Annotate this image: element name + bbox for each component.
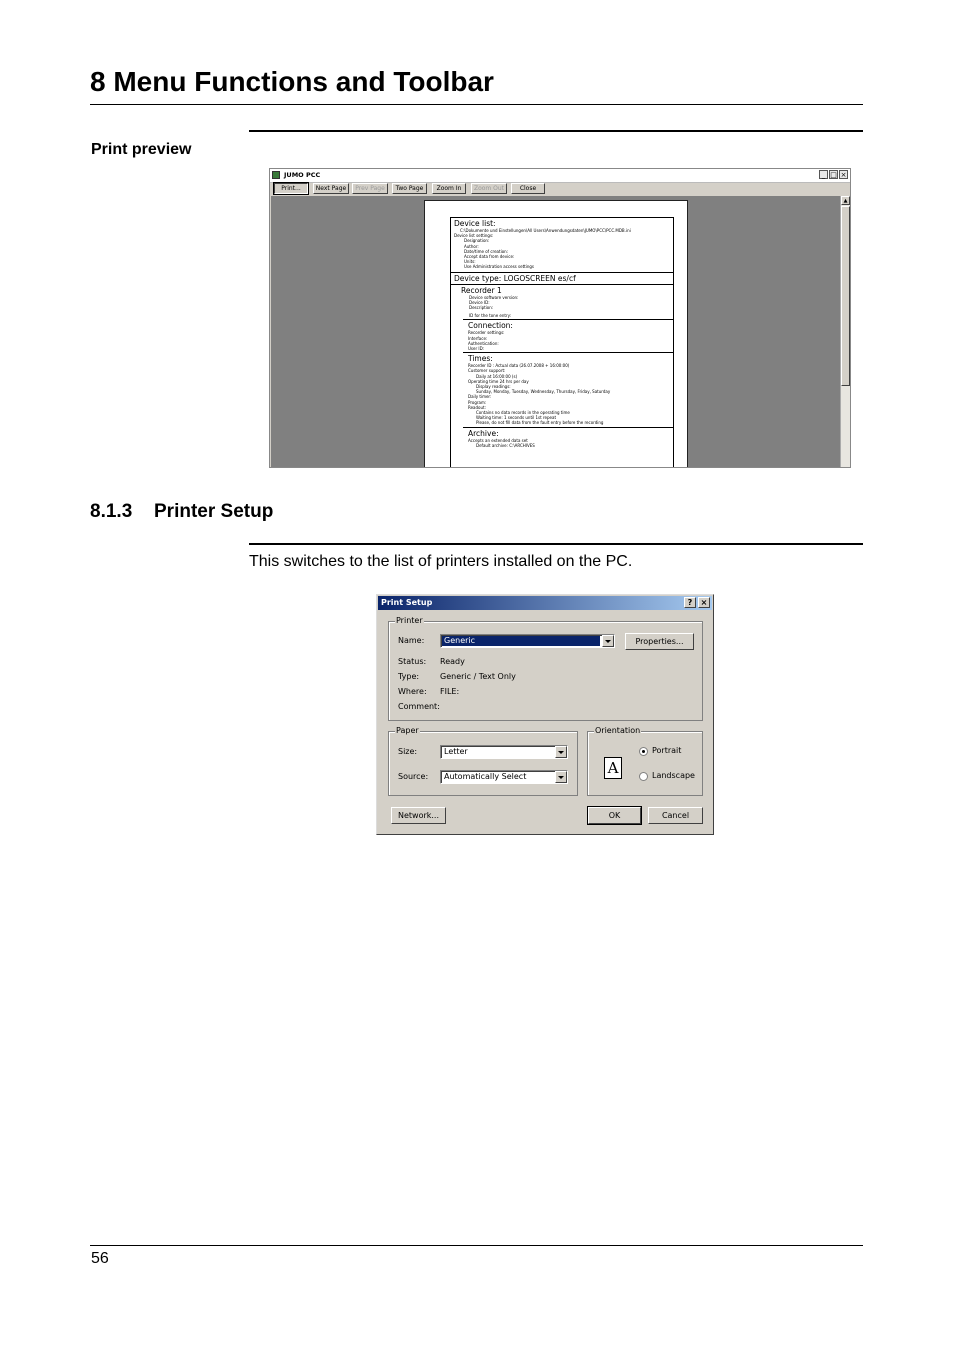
doc-line: Contains no data records in the operating time <box>476 410 570 416</box>
orientation-group <box>587 726 703 796</box>
doc-line: Operating time 24 hrs per day <box>468 378 529 384</box>
ok-button[interactable]: OK <box>588 807 641 824</box>
print-setup-dialog <box>376 594 714 835</box>
where-value: FILE: <box>440 687 460 696</box>
close-button[interactable]: Close <box>511 183 545 194</box>
paper-source-select[interactable] <box>440 770 568 784</box>
chapter-rule <box>90 104 863 105</box>
chevron-down-icon[interactable] <box>555 771 567 783</box>
print-preview-window <box>269 168 851 468</box>
doc-line: Device ID: <box>469 299 490 305</box>
doc-line: Date/time of creation: <box>464 248 509 254</box>
doc-line: Program: <box>468 399 487 405</box>
chevron-down-icon[interactable] <box>555 746 567 758</box>
paper-group-label: Paper <box>396 726 419 735</box>
doc-line: Interface: <box>468 335 488 341</box>
status-label: Status: <box>398 657 427 666</box>
print-preview-heading: Print preview <box>91 141 192 158</box>
doc-line: Units: <box>464 259 476 265</box>
section-rule-print-preview <box>249 130 863 132</box>
type-label: Type: <box>398 672 420 681</box>
doc-line: Default archive: C:\ARCHIVES <box>476 442 535 448</box>
device-type-title: Device type: LOGOSCREEN es/cf <box>454 273 576 283</box>
doc-line: Recorder ID : Actual data (26.07.2008 + 16:00:00) <box>468 363 570 369</box>
doc-line: Sunday, Monday, Tuesday, Wednesday, Thursday, Friday, Saturday <box>476 389 611 395</box>
section-body-text: This switches to the list of printers installed on the PC. <box>249 553 633 570</box>
printer-group-label: Printer <box>396 616 423 625</box>
next-page-button[interactable]: Next Page <box>313 183 349 194</box>
dialog-titlebar <box>378 596 712 610</box>
doc-line: Author: <box>464 243 479 249</box>
doc-line: C:\Dokumente und Einstellungen\All Users\Anwendungsdaten\JUMO\PCC\PCC.MDB.ini <box>460 228 631 233</box>
page-number: 56 <box>91 1250 109 1267</box>
connection-block <box>451 320 673 351</box>
doc-line: Device software version: <box>469 294 519 300</box>
comment-label: Comment: <box>398 702 440 711</box>
close-icon[interactable]: × <box>840 171 847 179</box>
paper-group <box>388 726 578 796</box>
doc-line: User ID: <box>468 346 484 352</box>
doc-line: Customer support: <box>468 368 506 374</box>
maximize-icon[interactable]: □ <box>830 171 837 179</box>
recorder-block <box>451 285 673 319</box>
doc-line: Readout: <box>468 404 486 410</box>
preview-vertical-scrollbar[interactable] <box>840 196 850 468</box>
doc-line: Waiting time: 1 seconds until 1st repeat <box>476 415 557 421</box>
minimize-icon[interactable]: _ <box>819 170 828 179</box>
preview-window-title: JUMO PCC <box>284 171 321 179</box>
name-label: Name: <box>398 636 425 645</box>
chapter-title: 8 Menu Functions and Toolbar <box>90 66 494 97</box>
properties-button[interactable]: Properties... <box>625 633 694 650</box>
section-heading <box>90 501 273 523</box>
status-value: Ready <box>440 657 465 666</box>
scroll-up-icon[interactable]: ▲ <box>841 196 850 205</box>
type-value: Generic / Text Only <box>440 672 516 681</box>
source-label: Source: <box>398 772 429 781</box>
orientation-group-label: Orientation <box>595 726 641 735</box>
section-title: Printer Setup <box>154 501 274 522</box>
network-button[interactable]: Network... <box>391 807 446 824</box>
doc-line: Device list settings: <box>454 233 494 239</box>
paper-size-select[interactable] <box>440 745 568 759</box>
landscape-radio[interactable] <box>639 772 648 781</box>
doc-line: Please, do not fill data from the fault entry before the recording <box>476 420 604 426</box>
printer-group <box>388 616 703 721</box>
printer-name-select[interactable] <box>440 634 615 648</box>
times-title: Times: <box>468 354 493 364</box>
times-block <box>451 353 673 425</box>
help-icon[interactable]: ? <box>684 597 696 608</box>
paper-source-value: Automatically Select <box>444 772 527 781</box>
zoom-in-button[interactable]: Zoom In <box>432 183 466 194</box>
device-list-block <box>451 218 673 270</box>
section-number: 8.1.3 <box>90 501 133 522</box>
dialog-title: Print Setup <box>381 598 433 607</box>
size-label: Size: <box>398 747 418 756</box>
doc-line: Display readings: <box>476 384 511 390</box>
archive-block <box>451 428 673 448</box>
portrait-label[interactable]: Portrait <box>652 746 682 755</box>
where-label: Where: <box>398 687 427 696</box>
recorder-title: Recorder 1 <box>461 285 502 295</box>
zoom-out-button[interactable]: Zoom Out <box>471 183 507 194</box>
preview-page <box>424 200 688 468</box>
connection-title: Connection: <box>468 321 513 331</box>
device-list-title: Device list: <box>454 219 496 228</box>
doc-line: Accepts an extended data set <box>468 437 528 443</box>
doc-line: Accept data from device: <box>464 254 515 260</box>
doc-line: Use Administration access settings <box>464 264 534 270</box>
prev-page-button[interactable]: Prev Page <box>352 183 388 194</box>
landscape-label[interactable]: Landscape <box>652 771 695 780</box>
preview-area <box>271 196 841 468</box>
footer-rule <box>90 1245 863 1246</box>
printer-name-value: Generic <box>442 636 600 646</box>
preview-page-content <box>450 217 674 468</box>
close-icon[interactable]: × <box>698 597 710 608</box>
portrait-radio[interactable] <box>639 747 648 756</box>
preview-titlebar <box>270 169 850 183</box>
section-rule-printer-setup <box>249 543 863 545</box>
doc-line: ID for the tone entry: <box>469 313 512 319</box>
doc-line: Daily timer: <box>468 394 492 400</box>
scroll-thumb[interactable] <box>841 206 850 386</box>
doc-line: Designation: <box>464 238 490 244</box>
doc-line: Authentication: <box>468 340 499 346</box>
app-icon <box>272 171 280 179</box>
orientation-preview-icon: A <box>604 757 622 779</box>
cancel-button[interactable]: Cancel <box>648 807 703 824</box>
print-button[interactable]: Print... <box>274 183 308 194</box>
archive-title: Archive: <box>468 428 499 438</box>
chevron-down-icon[interactable] <box>602 635 614 647</box>
paper-size-value: Letter <box>444 747 468 756</box>
preview-toolbar <box>270 182 850 196</box>
doc-line: Recorder settings: <box>468 330 505 336</box>
two-page-button[interactable]: Two Page <box>392 183 427 194</box>
doc-line: Daily at 16:00:00 (s) <box>476 373 518 379</box>
doc-line: Description: <box>469 305 494 311</box>
